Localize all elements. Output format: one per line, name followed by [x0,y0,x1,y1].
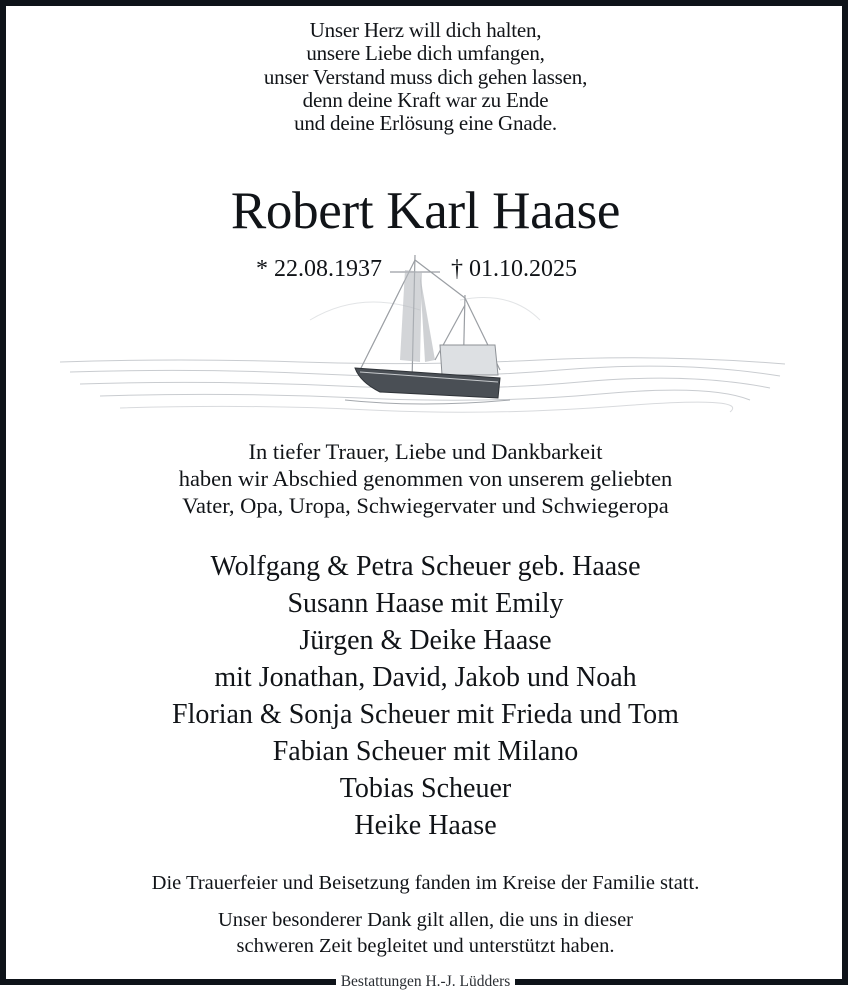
family-line: Susann Haase mit Emily [287,588,564,619]
family-line: Tobias Scheuer [339,773,512,804]
funeral-home-name: Bestattungen H.-J. Lüdders [336,972,516,992]
deceased-name: Robert Karl Haase [230,182,621,240]
poem-line: unsere Liebe dich umfangen, [306,41,545,66]
thanks-line: schweren Zeit begleitet und unterstützt haben. [236,935,615,957]
mourning-intro [0,438,851,519]
intro-line: haben wir Abschied genommen von unserem geliebten [178,466,673,491]
poem-line: denn deine Kraft war zu Ende [302,87,549,112]
family-line: Fabian Scheuer mit Milano [272,736,579,767]
family-line: Wolfgang & Petra Scheuer geb. Haase [210,551,641,582]
family-line: Florian & Sonja Scheuer mit Frieda und Tom [172,699,679,730]
family-line: Jürgen & Deike Haase [299,625,552,656]
poem-line: Unser Herz will dich halten, [309,18,542,42]
fishing-boat-sketch-icon [60,250,785,425]
poem-line: unser Verstand muss dich gehen lassen, [263,64,588,89]
funeral-note: Die Trauerfeier und Beisetzung fanden im Kreise der Familie statt. [151,872,700,894]
intro-line: Vater, Opa, Uropa, Schwiegervater und Schwiegeropa [182,493,669,518]
thanks-note [0,907,851,959]
footer [0,972,851,992]
poem-line: und deine Erlösung eine Gnade. [294,111,557,136]
poem [0,19,851,135]
intro-line: In tiefer Trauer, Liebe und Dankbarkeit [248,439,603,464]
family-line: mit Jonathan, David, Jakob und Noah [214,662,637,693]
thanks-line: Unser besonderer Dank gilt allen, die uns in dieser [217,909,633,931]
family-line: Heike Haase [354,810,497,841]
death-date: † 01.10.2025 [451,256,577,282]
birth-date: * 22.08.1937 [256,256,382,282]
family-list [0,548,851,844]
